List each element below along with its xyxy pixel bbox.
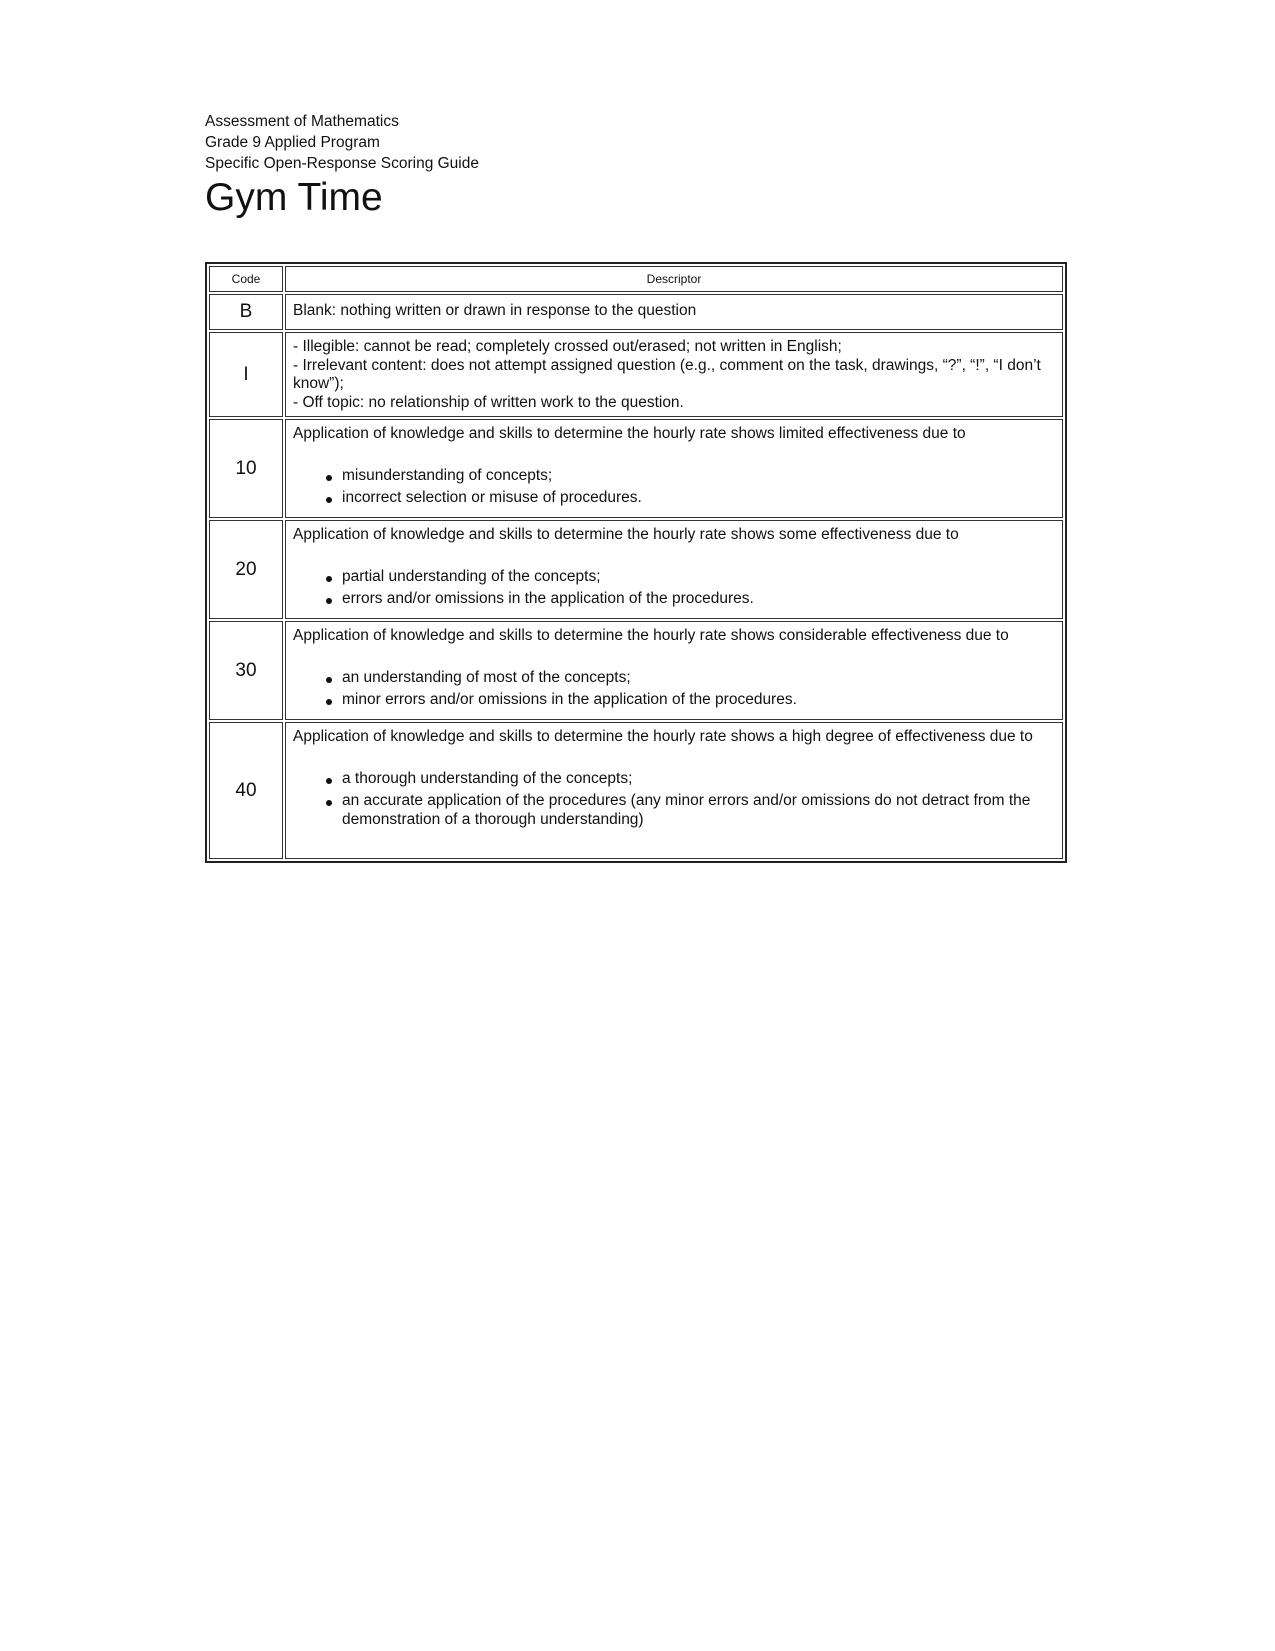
code-cell: B xyxy=(209,294,283,330)
descriptor-cell xyxy=(285,520,1063,619)
descriptor-lead: Application of knowledge and skills to determine the hourly rate shows a high degree of effectiveness due to xyxy=(293,728,1033,745)
list-item: an accurate application of the procedures (any minor errors and/or omissions do not detract from the demonstration of a thorough understanding) xyxy=(342,791,1054,829)
table-header-row xyxy=(209,266,1063,292)
irrelevant-line: - Irrelevant content: does not attempt assigned question (e.g., comment on the task, drawings, “?”, “!”, “I don’t know”); xyxy=(293,356,1041,392)
descriptor-cell: Blank: nothing written or drawn in response to the question xyxy=(285,294,1063,330)
table-row xyxy=(209,332,1063,417)
descriptor-cell xyxy=(285,621,1063,720)
guide-type-line: Specific Open-Response Scoring Guide xyxy=(205,155,479,172)
table-row xyxy=(209,419,1063,518)
code-cell: 30 xyxy=(209,621,283,720)
off-topic-line: - Off topic: no relationship of written work to the question. xyxy=(293,393,684,411)
page-title: Gym Time xyxy=(205,176,383,219)
table-row xyxy=(209,621,1063,720)
document-header xyxy=(205,111,479,220)
list-item: an understanding of most of the concepts; xyxy=(342,668,1054,687)
list-item: misunderstanding of concepts; xyxy=(342,466,1054,485)
table-row xyxy=(209,520,1063,619)
code-cell: I xyxy=(209,332,283,417)
table-row xyxy=(209,722,1063,859)
scoring-rubric-table xyxy=(205,262,1067,863)
list-item: errors and/or omissions in the application of the procedures. xyxy=(342,589,1054,608)
list-item: partial understanding of the concepts; xyxy=(342,567,1054,586)
descriptor-cell xyxy=(285,722,1063,859)
descriptor-cell xyxy=(285,332,1063,417)
grade-program-line: Grade 9 Applied Program xyxy=(205,134,380,151)
code-cell: 40 xyxy=(209,722,283,859)
descriptor-lead: Application of knowledge and skills to determine the hourly rate shows considerable effectiveness due to xyxy=(293,627,1009,644)
descriptor-column-header: Descriptor xyxy=(285,266,1063,292)
list-item: incorrect selection or misuse of procedures. xyxy=(342,488,1054,507)
descriptor-lead: Application of knowledge and skills to determine the hourly rate shows limited effectiveness due to xyxy=(293,425,966,442)
illegible-line: - Illegible: cannot be read; completely crossed out/erased; not written in English; xyxy=(293,338,842,355)
list-item: minor errors and/or omissions in the application of the procedures. xyxy=(342,690,1054,709)
criteria-list xyxy=(293,567,1054,608)
assessment-line: Assessment of Mathematics xyxy=(205,113,399,130)
criteria-list xyxy=(293,466,1054,507)
criteria-list xyxy=(293,668,1054,709)
code-cell: 10 xyxy=(209,419,283,518)
code-cell: 20 xyxy=(209,520,283,619)
table-row xyxy=(209,294,1063,330)
code-column-header: Code xyxy=(209,266,283,292)
criteria-list xyxy=(293,769,1054,829)
descriptor-lead: Application of knowledge and skills to determine the hourly rate shows some effectiveness due to xyxy=(293,526,959,543)
descriptor-cell xyxy=(285,419,1063,518)
list-item: a thorough understanding of the concepts; xyxy=(342,769,1054,788)
